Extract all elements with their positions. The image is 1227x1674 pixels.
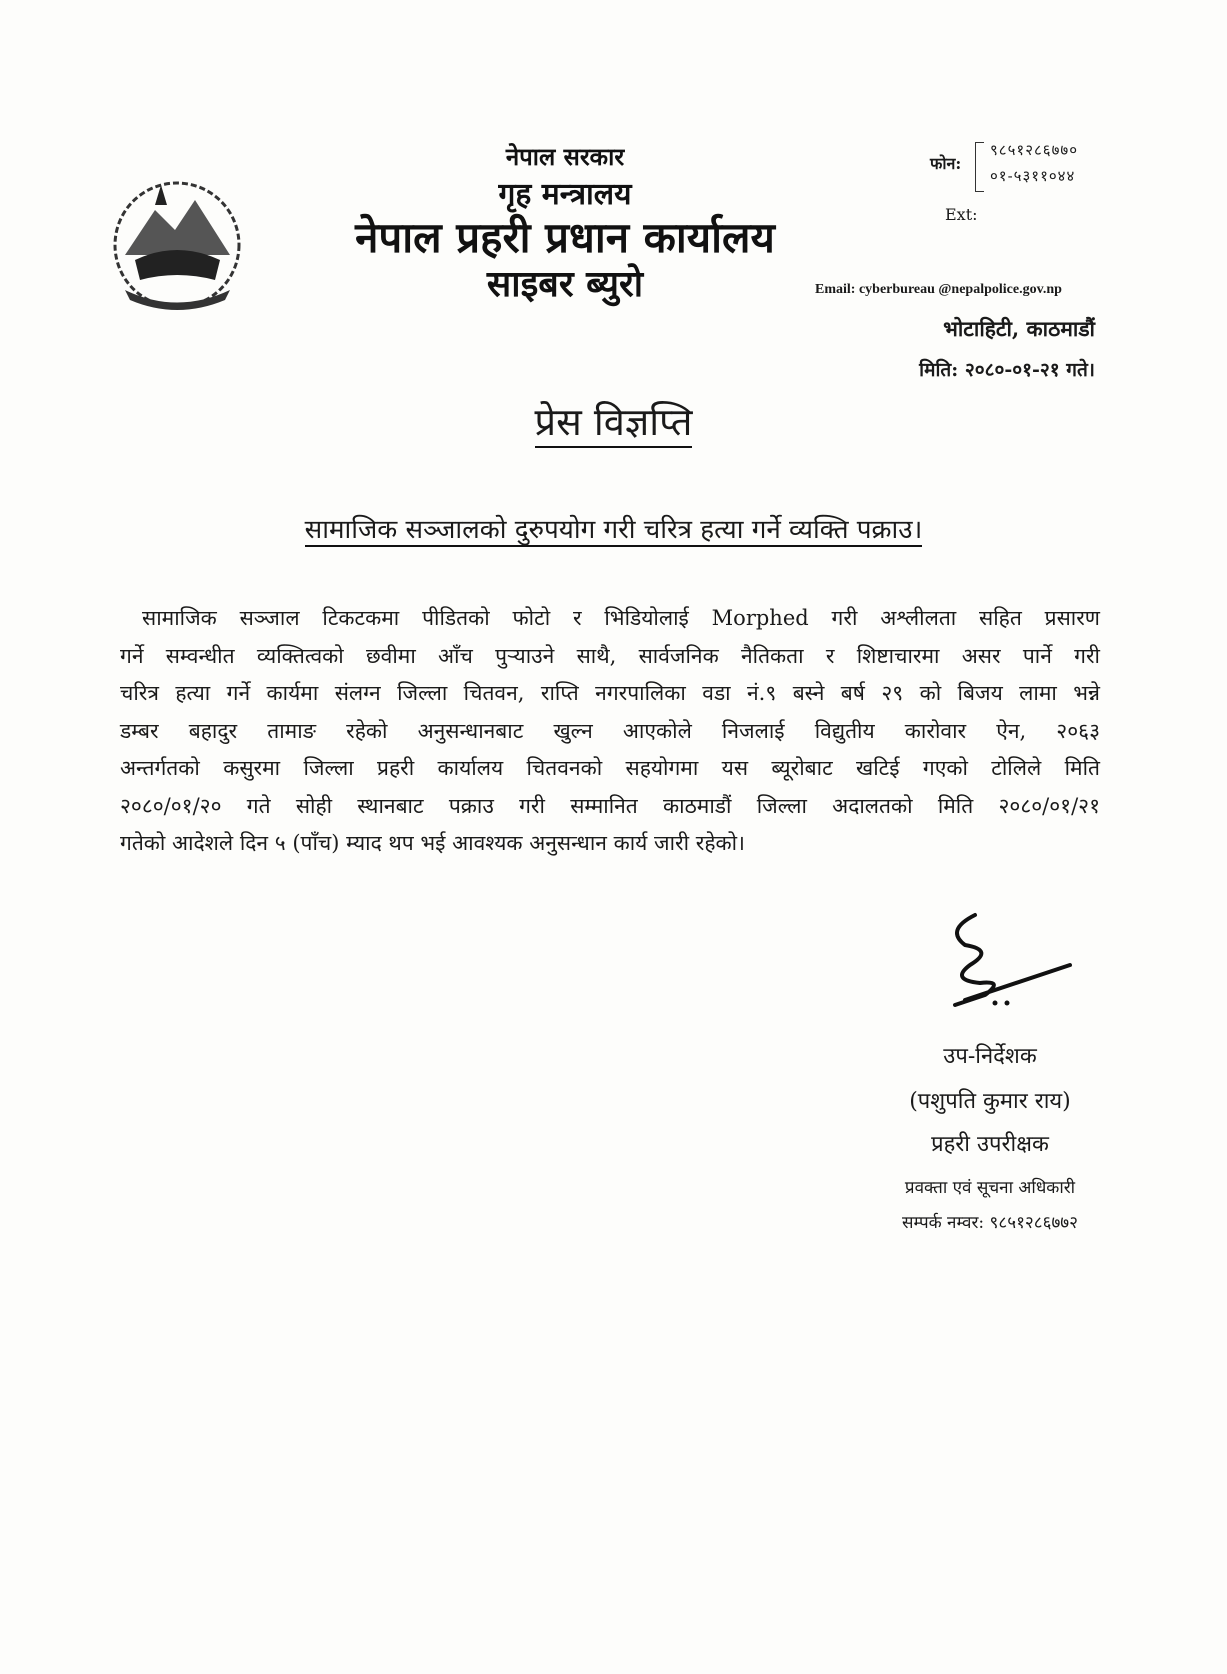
phone-number: ०१-५३११०४४ [990,167,1076,185]
document-title [0,395,1227,447]
signatory-contact: सम्पर्क नम्वर: ९८५१२८६७७२ [902,1213,1078,1233]
nepal-emblem-icon [95,165,260,315]
signatory-designation: उप-निर्देशक [943,1044,1037,1069]
body-line: डम्बर बहादुर तामाङ रहेको अनुसन्धानबाट खुल्न आएकोले निजलाई विद्युतीय कारोवार ऐन, २०६३ [120,718,1100,743]
body-line: अन्तर्गतको कसुरमा जिल्ला प्रहरी कार्यालय चितवनको सहयोगमा यस ब्यूरोबाट खटिई गएको टोलिले मिति [120,756,1100,780]
bureau-name: साइबर ब्युरो [486,264,644,305]
ministry-name: गृह मन्त्रालय [498,177,632,212]
phone-brace [975,142,984,192]
signatory-name: (पशुपति कुमार राय) [909,1089,1071,1114]
office-name: नेपाल प्रहरी प्रधान कार्यालय [355,213,775,262]
signatory-rank: प्रहरी उपरीक्षक [931,1132,1049,1157]
body-line: गतेको आदेशले दिन ५ (पाँच) म्याद थप भई आवश्यक अनुसन्धान कार्य जारी रहेको। [120,831,746,855]
phone-number: ९८५१२८६७७० [990,141,1079,159]
body-line: चरित्र हत्या गर्ने कार्यमा संलग्न जिल्ला चितवन, राप्ति नगरपालिका वडा नं.९ बस्ने बर्ष २९ को बिजय लामा भन्ने [120,681,1100,705]
signature [935,905,1075,1015]
email: Email: cyberbureau @nepalpolice.gov.np [815,282,1062,297]
date: मिति: २०८०-०१-२१ गते। [919,359,1095,381]
ext-label: Ext: [945,205,978,224]
body-line: २०८०/०१/२० गते सोही स्थानबाट पक्राउ गरी सम्मानित काठमाडौं जिल्ला अदालतको मिति २०८०/०१/२१ [120,793,1100,818]
signatory-role: प्रवक्ता एवं सूचना अधिकारी [904,1178,1076,1198]
body-paragraph [120,600,1100,863]
subject-text: सामाजिक सञ्जालको दुरुपयोग गरी चरित्र हत्या गर्ने व्यक्ति पक्राउ। [304,515,923,545]
phone-label: फोन: [930,154,962,173]
document-title-text: प्रेस विज्ञप्ति [535,400,693,448]
body-line: गर्ने सम्वन्धीत व्यक्तित्वको छवीमा आँच पुऱ्याउने साथै, सार्वजनिक नैतिकता र शिष्टाचारमा असर पार्ने गरी [120,643,1100,668]
subject-line [0,510,1227,546]
address: भोटाहिटी, काठमाडौं [943,316,1095,341]
body-line: सामाजिक सञ्जाल टिकटकमा पीडितको फोटो र भिडियोलाई Morphed गरी अश्लीलता सहित प्रसारण [142,606,1100,630]
government-name: नेपाल सरकार [505,143,625,171]
